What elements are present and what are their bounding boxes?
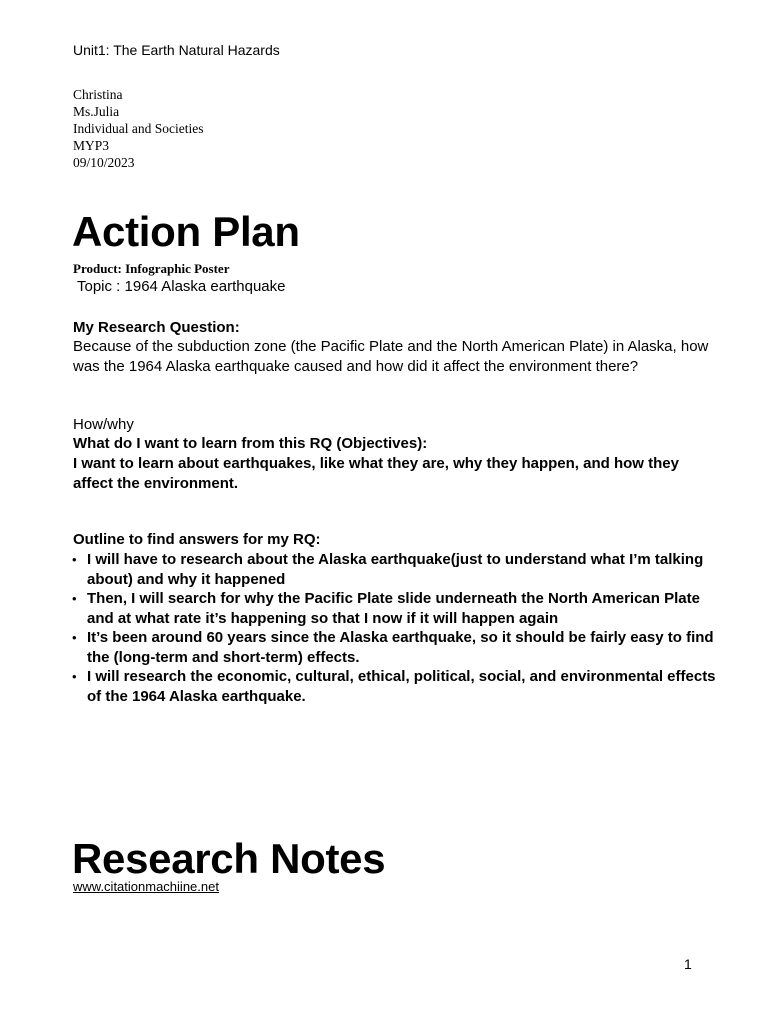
outline-label: Outline to find answers for my RQ: [73, 531, 321, 548]
student-info-block [73, 86, 203, 171]
research-notes-heading: Research Notes [72, 835, 386, 882]
bullet-icon: • [72, 669, 77, 684]
outline-item [70, 589, 730, 628]
outline-item-text: I will research the economic, cultural, ethical, political, social, and environmental effects of the 1964 Alaska earthquake. [87, 668, 716, 705]
teacher-name: Ms.Julia [73, 104, 120, 119]
page-number: 1 [684, 956, 692, 972]
objectives-label: What do I want to learn from this RQ (Objectives): [73, 435, 428, 452]
student-name: Christina [73, 87, 123, 102]
date: 09/10/2023 [73, 155, 135, 170]
unit-header: Unit1: The Earth Natural Hazards [73, 42, 280, 58]
product-line: Product: Infographic Poster [73, 261, 230, 276]
bullet-icon: • [72, 630, 77, 645]
outline-item-text: It’s been around 60 years since the Alaska earthquake, so it should be fairly easy to find the (long-term and short-term) effects. [87, 629, 714, 666]
research-question-text: Because of the subduction zone (the Pacific Plate and the North American Plate) in Alaska, how was the 1964 Alaska earthquake caused and how did it affect the environment there? [73, 338, 709, 375]
bullet-icon: • [72, 552, 77, 567]
outline-item [70, 628, 730, 667]
research-question-label: My Research Question: [73, 319, 240, 336]
citation-link[interactable]: www.citationmachiine.net [73, 879, 219, 894]
outline-list [70, 550, 730, 706]
subject-name: Individual and Societies [73, 121, 204, 136]
outline-item-text: Then, I will search for why the Pacific Plate slide underneath the North American Plate and at what rate it’s happening so that I now if it will happen again [87, 590, 700, 627]
objectives-text: I want to learn about earthquakes, like what they are, why they happen, and how they affect the environment. [73, 455, 679, 492]
outline-item [70, 667, 730, 706]
topic-line: Topic : 1964 Alaska earthquake [77, 278, 286, 295]
action-plan-heading: Action Plan [72, 208, 300, 255]
outline-item [70, 550, 730, 589]
grade-level: MYP3 [73, 138, 110, 153]
outline-item-text: I will have to research about the Alaska earthquake(just to understand what I’m talking about) and why it happened [87, 551, 704, 588]
bullet-icon: • [72, 591, 77, 606]
how-why-label: How/why [73, 416, 134, 433]
